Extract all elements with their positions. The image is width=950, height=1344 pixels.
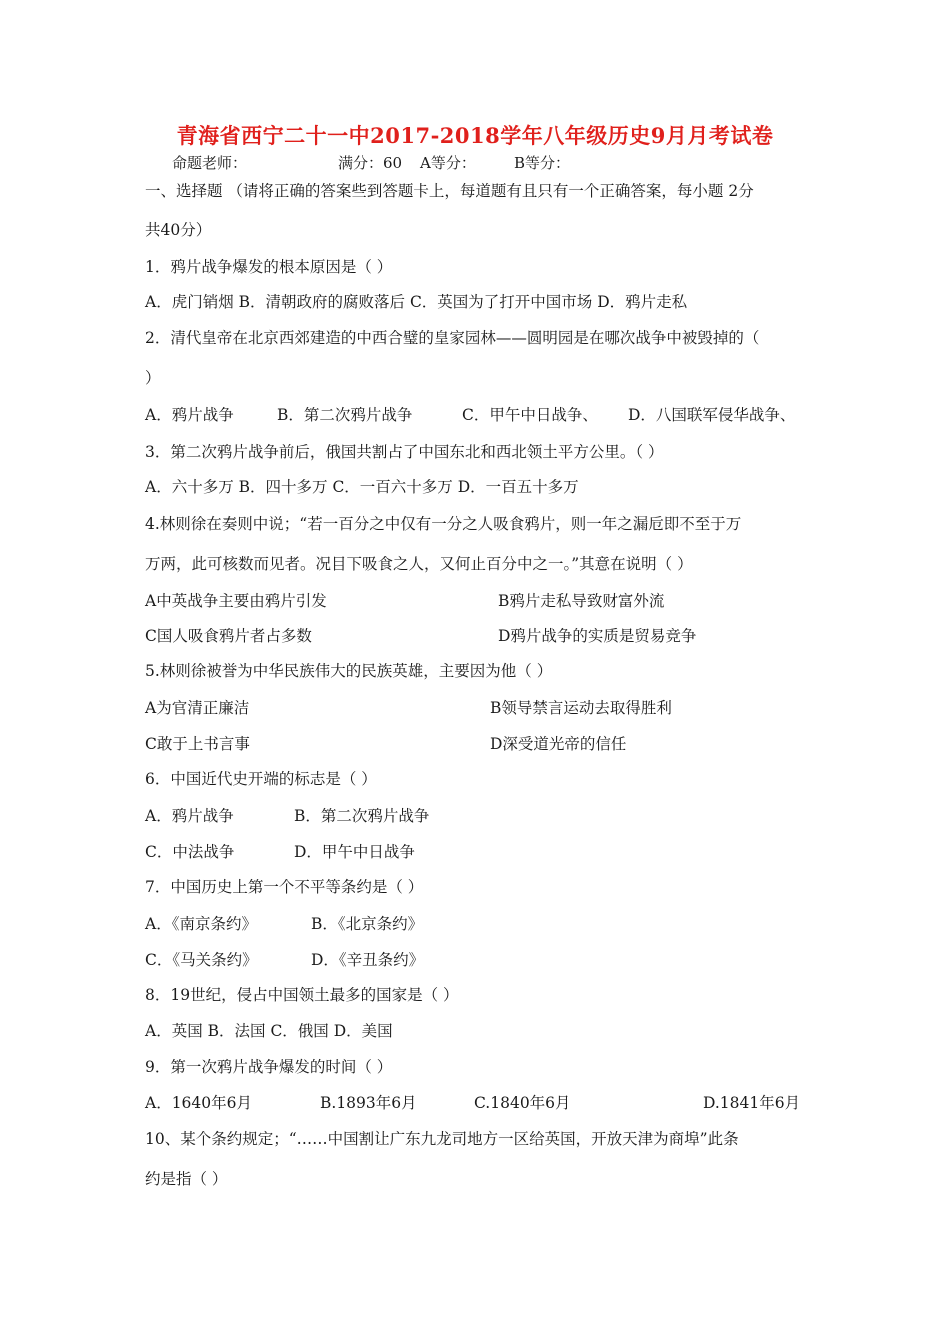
question-6-stem: 6．中国近代史开端的标志是（ ） (145, 770, 377, 788)
question-5-option-c: C敢于上书言事 (145, 735, 250, 753)
question-6-option-c: C．中法战争 (145, 843, 235, 861)
a-grade-label: A等分： (420, 154, 476, 172)
teacher-label: 命题老师： (172, 154, 248, 172)
question-2-option-c: C．甲午中日战争、 (462, 406, 598, 424)
question-2-option-d: D．八国联军侵华战争、 (628, 406, 796, 424)
b-grade-label: B等分： (514, 154, 571, 172)
question-10-stem-line2: 约是指（ ） (145, 1170, 228, 1188)
section-heading-line1: 一、选择题 （请将正确的答案些到答题卡上，每道题有且只有一个正确答案，每小题 2分 (145, 182, 754, 200)
question-4-stem-line1: 4.林则徐在奏则中说；“若一百分之中仅有一分之人吸食鸦片，则一年之漏卮即不至于万 (145, 515, 742, 533)
question-9-option-b: B.1893年6月 (320, 1094, 417, 1112)
score-label: 满分：60 (338, 154, 403, 172)
question-7-option-b: B．《北京条约》 (311, 915, 424, 933)
question-3-stem: 3．第二次鸦片战争前后，俄国共割占了中国东北和西北领土平方公里。（ ） (145, 443, 664, 461)
question-4-option-c: C国人吸食鸦片者占多数 (145, 627, 312, 645)
question-6-option-d: D．甲午中日战争 (294, 843, 415, 861)
question-7-stem: 7．中国历史上第一个不平等条约是（ ） (145, 878, 424, 896)
question-1-options: A．虎门销烟 B．清朝政府的腐败落后 C．英国为了打开中国市场 D．鸦片走私 (145, 293, 688, 311)
question-4-stem-line2: 万两，此可核数而见者。况目下吸食之人，又何止百分中之一。”其意在说明（ ） (145, 555, 693, 573)
question-4-option-b: B鸦片走私导致财富外流 (498, 592, 665, 610)
question-2-option-a: A．鸦片战争 (145, 406, 234, 424)
question-10-stem-line1: 10、某个条约规定；“……中国割让广东九龙司地方一区给英国，开放天津为商埠”此条 (145, 1130, 739, 1148)
question-2-stem-line1: 2．清代皇帝在北京西郊建造的中西合璧的皇家园林——圆明园是在哪次战争中被毁掉的（ (145, 329, 760, 347)
question-3-options: A．六十多万 B．四十多万 C．一百六十多万 D．一百五十多万 (145, 478, 579, 496)
question-5-option-a: A为官清正廉洁 (145, 699, 250, 717)
question-5-stem: 5.林则徐被誉为中华民族伟大的民族英雄，主要因为他（ ） (145, 662, 553, 680)
question-5-option-d: D深受道光帝的信任 (490, 735, 627, 753)
question-9-stem: 9．第一次鸦片战争爆发的时间（ ） (145, 1058, 393, 1076)
page-title: 青海省西宁二十一中2017-2018学年八年级历史9月月考试卷 (176, 123, 774, 148)
question-4-option-a: A中英战争主要由鸦片引发 (145, 592, 327, 610)
question-6-option-a: A．鸦片战争 (145, 807, 234, 825)
question-8-options: A．英国 B．法国 C．俄国 D．美国 (145, 1022, 393, 1040)
question-2-option-b: B．第二次鸦片战争 (277, 406, 413, 424)
question-9-option-c: C.1840年6月 (474, 1094, 571, 1112)
question-7-option-d: D．《辛丑条约》 (311, 951, 425, 969)
question-1-stem: 1．鸦片战争爆发的根本原因是（ ） (145, 258, 393, 276)
question-8-stem: 8．19世纪，侵占中国领土最多的国家是（ ） (145, 986, 459, 1004)
question-7-option-a: A．《南京条约》 (145, 915, 257, 933)
question-6-option-b: B．第二次鸦片战争 (294, 807, 430, 825)
question-4-option-d: D鸦片战争的实质是贸易竞争 (498, 627, 697, 645)
question-5-option-b: B领导禁言运动去取得胜利 (490, 699, 672, 717)
exam-meta (172, 152, 570, 173)
question-2-stem-line2: ） (145, 369, 161, 387)
question-7-option-c: C．《马关条约》 (145, 951, 258, 969)
question-9-option-d: D.1841年6月 (703, 1094, 801, 1112)
question-9-option-a: A．1640年6月 (145, 1094, 253, 1112)
section-heading-line2: 共40分） (145, 221, 212, 239)
